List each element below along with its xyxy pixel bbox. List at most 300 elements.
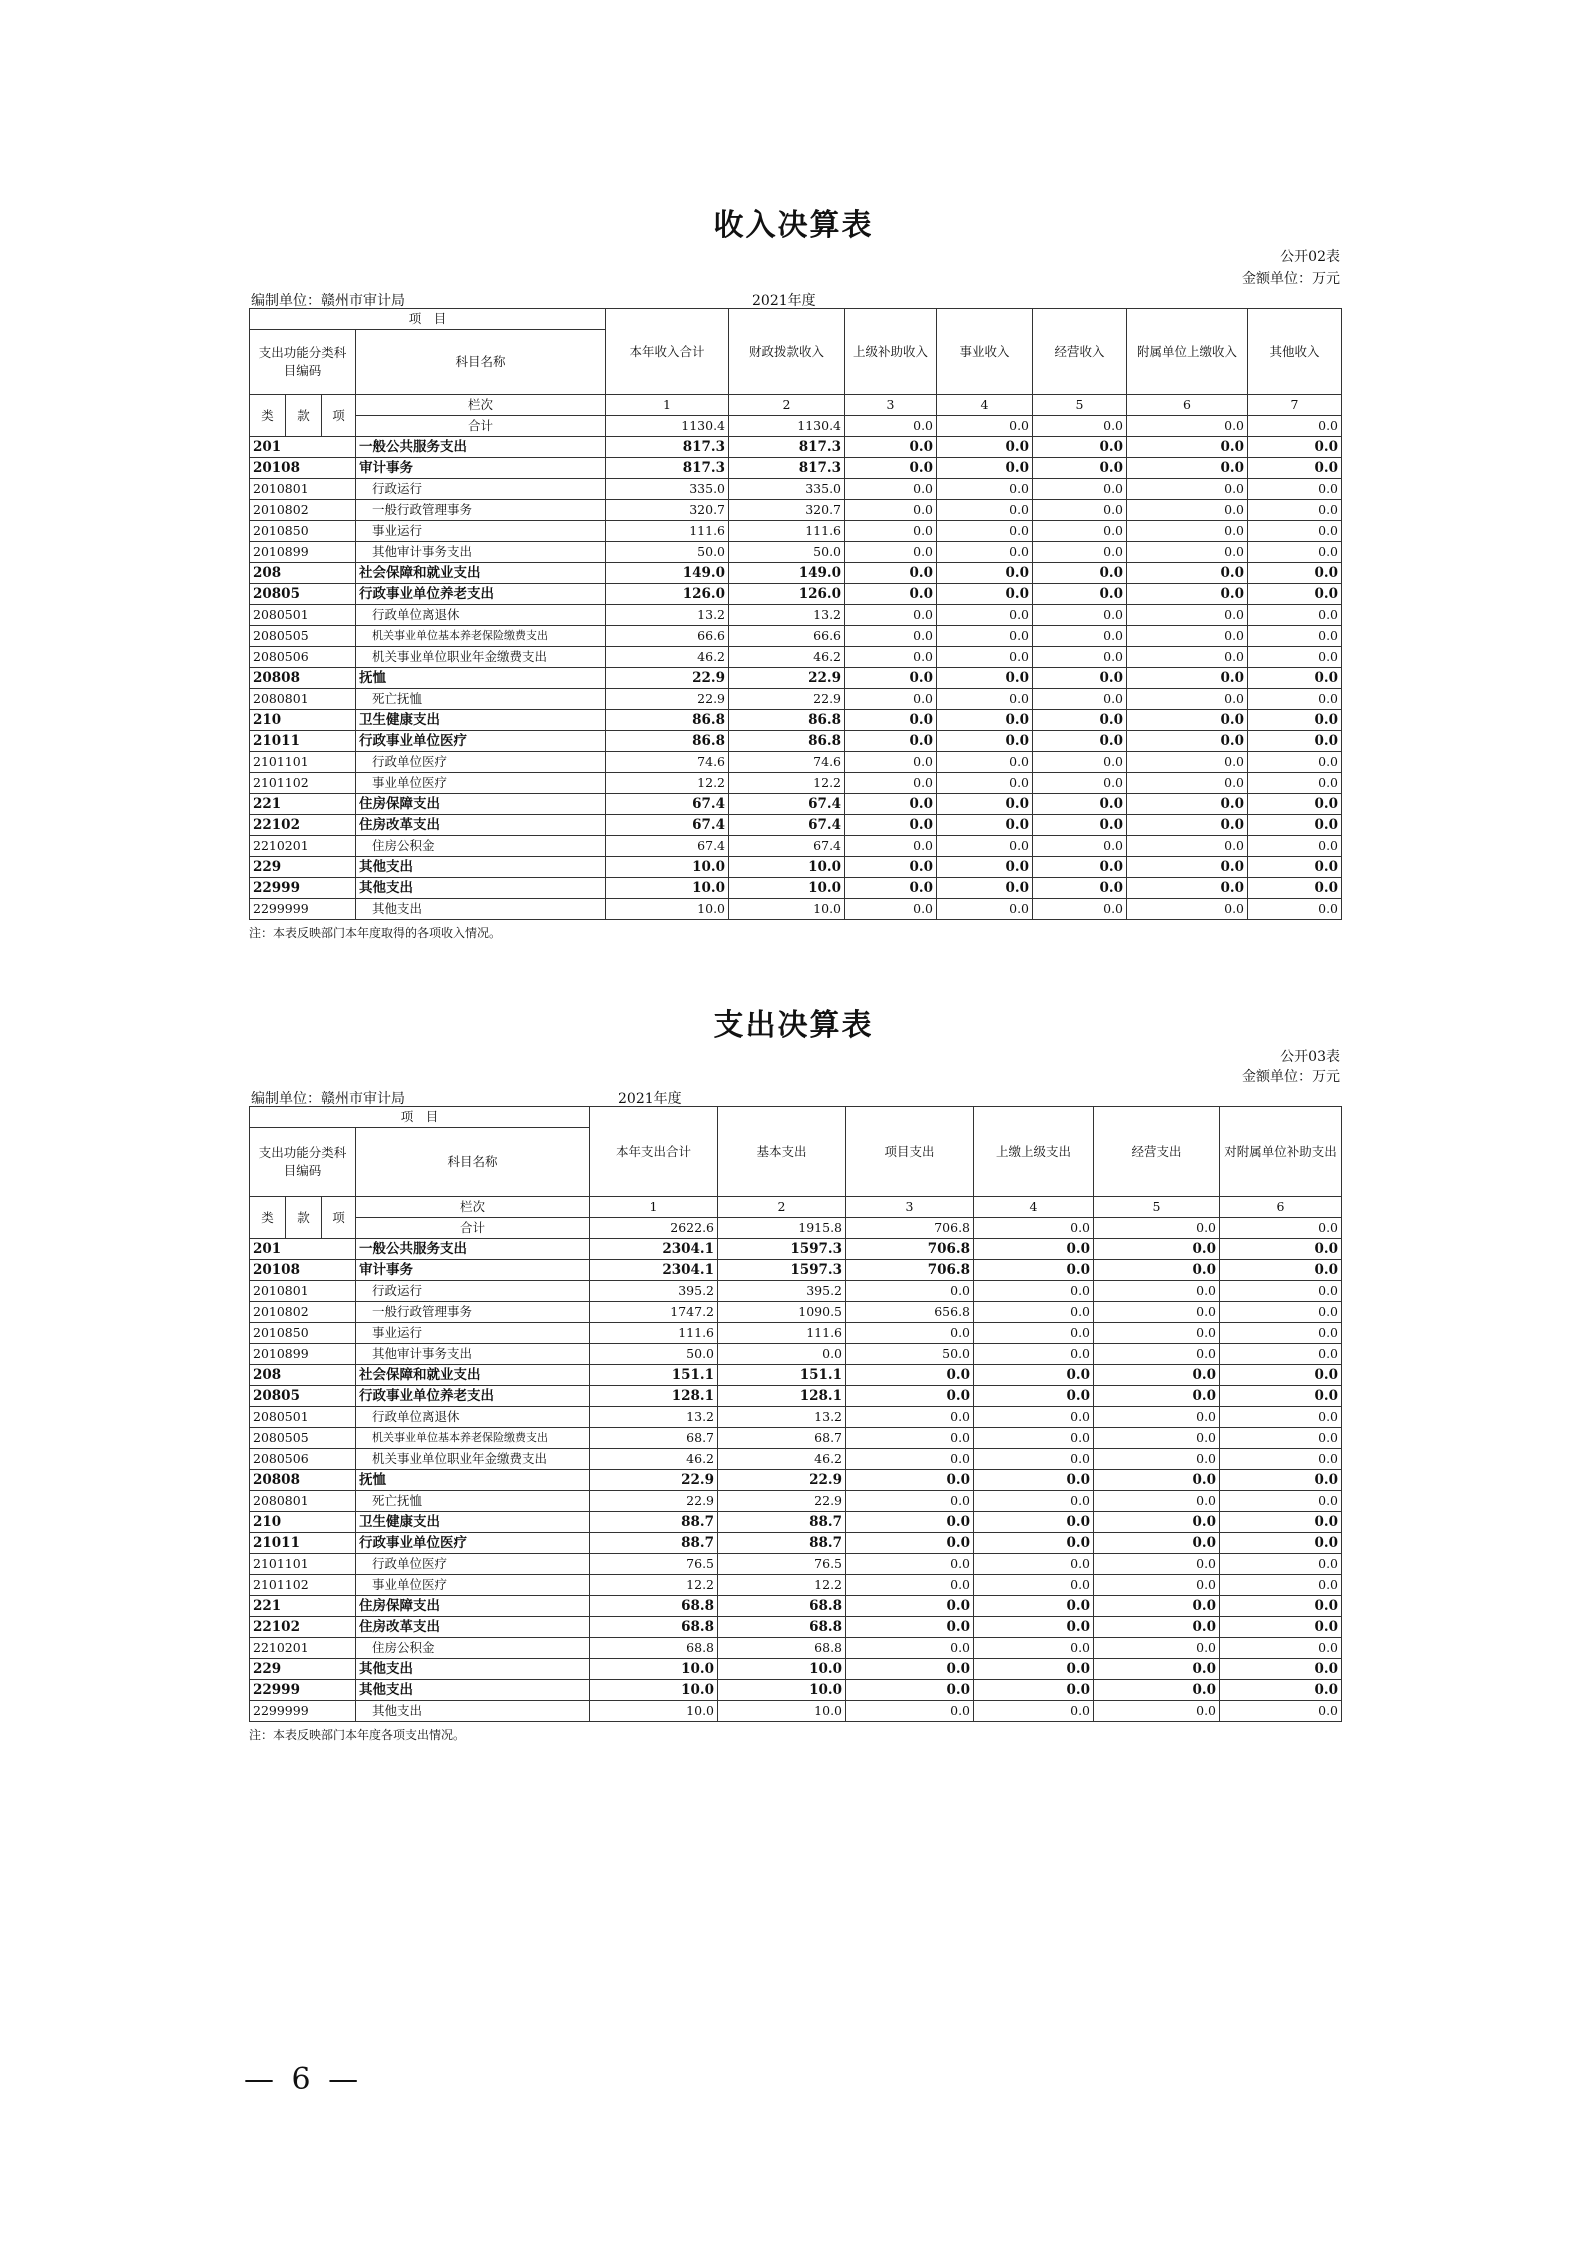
row-name: 一般行政管理事务 <box>356 500 606 521</box>
column-number: 4 <box>974 1197 1094 1218</box>
row-name: 机关事业单位职业年金缴费支出 <box>356 647 606 668</box>
column-number: 2 <box>729 395 845 416</box>
column-header: 事业收入 <box>937 309 1033 395</box>
row-value: 12.2 <box>729 773 845 794</box>
row-code: 2080801 <box>250 1491 356 1512</box>
row-value: 128.1 <box>718 1386 846 1407</box>
row-value: 0.0 <box>937 521 1033 542</box>
row-value: 86.8 <box>729 731 845 752</box>
row-name: 行政事业单位养老支出 <box>356 1386 590 1407</box>
table-row <box>250 1281 1342 1302</box>
row-value: 0.0 <box>974 1449 1094 1470</box>
row-value: 0.0 <box>845 563 937 584</box>
table-row <box>250 1533 1342 1554</box>
row-code: 208 <box>250 1365 356 1386</box>
row-value: 0.0 <box>1094 1239 1220 1260</box>
row-value: 0.0 <box>845 668 937 689</box>
row-value: 0.0 <box>1220 1449 1342 1470</box>
row-code: 221 <box>250 794 356 815</box>
row-value: 0.0 <box>1094 1428 1220 1449</box>
row-value: 0.0 <box>1127 437 1248 458</box>
row-value: 0.0 <box>1127 563 1248 584</box>
row-value: 0.0 <box>1248 605 1342 626</box>
income-org: 编制单位：赣州市审计局 <box>251 293 405 309</box>
row-value: 656.8 <box>846 1302 974 1323</box>
row-value: 0.0 <box>845 647 937 668</box>
table-row <box>250 1260 1342 1281</box>
row-value: 10.0 <box>606 899 729 920</box>
total-value: 1130.4 <box>606 416 729 437</box>
row-value: 128.1 <box>590 1386 718 1407</box>
table-row <box>250 1302 1342 1323</box>
column-number: 1 <box>590 1197 718 1218</box>
row-value: 0.0 <box>1220 1386 1342 1407</box>
row-value: 0.0 <box>974 1344 1094 1365</box>
row-value: 10.0 <box>729 857 845 878</box>
row-value: 0.0 <box>1220 1575 1342 1596</box>
row-value: 0.0 <box>1127 605 1248 626</box>
header-code: 支出功能分类科目编码 <box>250 330 356 395</box>
row-code: 2010801 <box>250 479 356 500</box>
column-header: 其他收入 <box>1248 309 1342 395</box>
row-value: 0.0 <box>1127 710 1248 731</box>
row-value: 0.0 <box>1248 878 1342 899</box>
row-value: 22.9 <box>606 668 729 689</box>
row-name: 卫生健康支出 <box>356 710 606 731</box>
row-value: 0.0 <box>1033 563 1127 584</box>
row-code: 20805 <box>250 1386 356 1407</box>
row-code: 210 <box>250 1512 356 1533</box>
row-value: 0.0 <box>1220 1260 1342 1281</box>
row-value: 0.0 <box>846 1701 974 1722</box>
total-value: 0.0 <box>974 1218 1094 1239</box>
table-row <box>250 458 1342 479</box>
row-code: 2080801 <box>250 689 356 710</box>
table-row <box>250 752 1342 773</box>
header-kuan: 款 <box>286 395 322 437</box>
row-value: 0.0 <box>937 773 1033 794</box>
table-row <box>250 542 1342 563</box>
row-value: 706.8 <box>846 1260 974 1281</box>
table-row <box>250 605 1342 626</box>
row-value: 0.0 <box>845 626 937 647</box>
row-value: 817.3 <box>606 458 729 479</box>
column-number: 7 <box>1248 395 1342 416</box>
row-name: 审计事务 <box>356 1260 590 1281</box>
row-value: 0.0 <box>1033 878 1127 899</box>
row-value: 0.0 <box>1033 773 1127 794</box>
row-value: 50.0 <box>729 542 845 563</box>
row-name: 住房公积金 <box>356 1638 590 1659</box>
row-code: 221 <box>250 1596 356 1617</box>
row-value: 0.0 <box>1094 1281 1220 1302</box>
row-value: 0.0 <box>1248 857 1342 878</box>
row-code: 2010802 <box>250 1302 356 1323</box>
row-value: 0.0 <box>845 731 937 752</box>
row-code: 20808 <box>250 1470 356 1491</box>
row-value: 0.0 <box>1033 857 1127 878</box>
row-value: 0.0 <box>1094 1659 1220 1680</box>
row-value: 0.0 <box>1248 668 1342 689</box>
table-row <box>250 794 1342 815</box>
header-project: 项 目 <box>250 309 606 330</box>
row-value: 0.0 <box>1127 794 1248 815</box>
row-value: 0.0 <box>1127 584 1248 605</box>
row-value: 111.6 <box>606 521 729 542</box>
row-value: 1597.3 <box>718 1239 846 1260</box>
column-header: 财政拨款收入 <box>729 309 845 395</box>
row-value: 0.0 <box>1094 1344 1220 1365</box>
row-value: 67.4 <box>606 836 729 857</box>
row-name: 其他审计事务支出 <box>356 1344 590 1365</box>
row-value: 67.4 <box>606 815 729 836</box>
table-row <box>250 1365 1342 1386</box>
row-value: 0.0 <box>937 815 1033 836</box>
row-value: 22.9 <box>606 689 729 710</box>
row-name: 住房保障支出 <box>356 1596 590 1617</box>
row-value: 0.0 <box>1033 437 1127 458</box>
row-value: 0.0 <box>1248 647 1342 668</box>
row-value: 0.0 <box>1033 605 1127 626</box>
row-value: 0.0 <box>846 1575 974 1596</box>
table-row <box>250 773 1342 794</box>
row-code: 20108 <box>250 458 356 479</box>
row-code: 22999 <box>250 1680 356 1701</box>
row-name: 其他支出 <box>356 1659 590 1680</box>
row-value: 0.0 <box>937 731 1033 752</box>
row-value: 22.9 <box>718 1470 846 1491</box>
row-value: 0.0 <box>1248 458 1342 479</box>
table-row <box>250 1554 1342 1575</box>
row-code: 2010850 <box>250 521 356 542</box>
row-value: 0.0 <box>1220 1344 1342 1365</box>
total-label: 合计 <box>356 1218 590 1239</box>
row-value: 0.0 <box>1094 1470 1220 1491</box>
row-value: 0.0 <box>846 1680 974 1701</box>
row-value: 68.7 <box>590 1428 718 1449</box>
row-name: 卫生健康支出 <box>356 1512 590 1533</box>
column-number: 6 <box>1127 395 1248 416</box>
table-row <box>250 1680 1342 1701</box>
table-row <box>250 584 1342 605</box>
row-name: 行政单位医疗 <box>356 752 606 773</box>
row-name: 机关事业单位职业年金缴费支出 <box>356 1449 590 1470</box>
row-value: 68.8 <box>590 1617 718 1638</box>
row-name: 一般行政管理事务 <box>356 1302 590 1323</box>
row-code: 22999 <box>250 878 356 899</box>
column-number: 1 <box>606 395 729 416</box>
row-value: 0.0 <box>845 710 937 731</box>
row-value: 0.0 <box>846 1281 974 1302</box>
row-value: 0.0 <box>974 1638 1094 1659</box>
expense-title: 支出决算表 <box>713 1008 874 1043</box>
row-value: 0.0 <box>1094 1575 1220 1596</box>
row-value: 0.0 <box>846 1386 974 1407</box>
total-value: 2622.6 <box>590 1218 718 1239</box>
row-code: 2080501 <box>250 605 356 626</box>
row-code: 2080506 <box>250 1449 356 1470</box>
expense-table-code: 公开03表 <box>1280 1049 1340 1065</box>
row-name: 事业运行 <box>356 1323 590 1344</box>
row-name: 其他审计事务支出 <box>356 542 606 563</box>
expense-org: 编制单位：赣州市审计局 <box>251 1091 405 1107</box>
row-value: 0.0 <box>1220 1428 1342 1449</box>
row-value: 0.0 <box>1094 1512 1220 1533</box>
row-value: 0.0 <box>845 857 937 878</box>
row-value: 0.0 <box>974 1239 1094 1260</box>
row-name: 一般公共服务支出 <box>356 1239 590 1260</box>
row-value: 0.0 <box>937 479 1033 500</box>
row-value: 74.6 <box>606 752 729 773</box>
row-name: 住房公积金 <box>356 836 606 857</box>
row-name: 行政事业单位医疗 <box>356 731 606 752</box>
row-value: 0.0 <box>937 836 1033 857</box>
table-row <box>250 1407 1342 1428</box>
row-value: 0.0 <box>974 1323 1094 1344</box>
row-name: 其他支出 <box>356 899 606 920</box>
row-value: 111.6 <box>718 1323 846 1344</box>
row-value: 0.0 <box>1033 584 1127 605</box>
row-value: 22.9 <box>590 1470 718 1491</box>
table-row <box>250 1239 1342 1260</box>
row-value: 0.0 <box>1220 1302 1342 1323</box>
row-value: 0.0 <box>1127 500 1248 521</box>
row-value: 0.0 <box>1220 1701 1342 1722</box>
row-value: 86.8 <box>606 710 729 731</box>
table-row <box>250 1575 1342 1596</box>
row-value: 0.0 <box>974 1260 1094 1281</box>
row-value: 0.0 <box>1127 731 1248 752</box>
row-value: 149.0 <box>606 563 729 584</box>
table-row <box>250 521 1342 542</box>
row-value: 1597.3 <box>718 1260 846 1281</box>
row-code: 2299999 <box>250 899 356 920</box>
row-value: 2304.1 <box>590 1239 718 1260</box>
row-value: 0.0 <box>1127 878 1248 899</box>
total-value: 0.0 <box>937 416 1033 437</box>
row-value: 0.0 <box>1094 1491 1220 1512</box>
row-value: 74.6 <box>729 752 845 773</box>
row-value: 0.0 <box>1127 668 1248 689</box>
row-value: 0.0 <box>937 563 1033 584</box>
row-value: 0.0 <box>1094 1638 1220 1659</box>
row-value: 0.0 <box>1033 836 1127 857</box>
row-value: 0.0 <box>845 479 937 500</box>
total-value: 0.0 <box>845 416 937 437</box>
row-code: 208 <box>250 563 356 584</box>
row-value: 0.0 <box>1248 899 1342 920</box>
header-lanci: 栏次 <box>356 1197 590 1218</box>
total-label: 合计 <box>356 416 606 437</box>
row-value: 22.9 <box>729 668 845 689</box>
row-value: 0.0 <box>974 1701 1094 1722</box>
row-name: 住房改革支出 <box>356 815 606 836</box>
column-number: 5 <box>1033 395 1127 416</box>
table-row <box>250 731 1342 752</box>
row-value: 0.0 <box>1094 1365 1220 1386</box>
row-name: 行政运行 <box>356 1281 590 1302</box>
income-table <box>249 308 1342 920</box>
row-value: 335.0 <box>606 479 729 500</box>
row-value: 0.0 <box>1094 1617 1220 1638</box>
header-lei: 类 <box>250 1197 286 1239</box>
row-value: 0.0 <box>974 1428 1094 1449</box>
table-row <box>250 500 1342 521</box>
row-code: 229 <box>250 857 356 878</box>
row-value: 151.1 <box>590 1365 718 1386</box>
row-value: 0.0 <box>937 437 1033 458</box>
row-value: 0.0 <box>1220 1638 1342 1659</box>
row-name: 住房改革支出 <box>356 1617 590 1638</box>
total-value: 0.0 <box>1094 1218 1220 1239</box>
row-value: 0.0 <box>1094 1449 1220 1470</box>
row-value: 13.2 <box>718 1407 846 1428</box>
row-value: 0.0 <box>1033 479 1127 500</box>
row-value: 0.0 <box>1248 731 1342 752</box>
income-table-code: 公开02表 <box>1280 249 1340 265</box>
row-code: 2010899 <box>250 542 356 563</box>
row-value: 0.0 <box>1094 1386 1220 1407</box>
row-code: 2101101 <box>250 1554 356 1575</box>
row-value: 0.0 <box>846 1533 974 1554</box>
row-code: 2010802 <box>250 500 356 521</box>
row-value: 0.0 <box>846 1365 974 1386</box>
row-value: 76.5 <box>590 1554 718 1575</box>
row-value: 0.0 <box>974 1680 1094 1701</box>
row-value: 0.0 <box>1248 689 1342 710</box>
row-code: 2010801 <box>250 1281 356 1302</box>
row-value: 0.0 <box>1127 899 1248 920</box>
row-value: 0.0 <box>1220 1365 1342 1386</box>
row-code: 229 <box>250 1659 356 1680</box>
row-code: 20108 <box>250 1260 356 1281</box>
row-value: 0.0 <box>846 1428 974 1449</box>
row-value: 395.2 <box>718 1281 846 1302</box>
row-value: 0.0 <box>1248 626 1342 647</box>
row-code: 201 <box>250 437 356 458</box>
header-code: 支出功能分类科目编码 <box>250 1128 356 1197</box>
table-row <box>250 1701 1342 1722</box>
row-value: 68.7 <box>718 1428 846 1449</box>
total-value: 0.0 <box>1127 416 1248 437</box>
row-value: 10.0 <box>590 1659 718 1680</box>
row-value: 10.0 <box>729 899 845 920</box>
row-value: 0.0 <box>937 584 1033 605</box>
row-value: 0.0 <box>1127 836 1248 857</box>
table-row <box>250 1617 1342 1638</box>
row-value: 0.0 <box>1127 647 1248 668</box>
row-value: 0.0 <box>1127 815 1248 836</box>
row-value: 50.0 <box>846 1344 974 1365</box>
row-name: 一般公共服务支出 <box>356 437 606 458</box>
column-header: 上缴上级支出 <box>974 1107 1094 1197</box>
row-value: 395.2 <box>590 1281 718 1302</box>
row-name: 机关事业单位基本养老保险缴费支出 <box>356 626 606 647</box>
row-value: 0.0 <box>1248 542 1342 563</box>
row-value: 0.0 <box>974 1533 1094 1554</box>
row-value: 10.0 <box>590 1680 718 1701</box>
column-header: 项目支出 <box>846 1107 974 1197</box>
row-code: 2210201 <box>250 836 356 857</box>
row-value: 0.0 <box>937 605 1033 626</box>
row-value: 0.0 <box>845 752 937 773</box>
row-code: 20805 <box>250 584 356 605</box>
row-value: 0.0 <box>845 815 937 836</box>
row-value: 0.0 <box>846 1512 974 1533</box>
table-row <box>250 836 1342 857</box>
row-value: 10.0 <box>606 857 729 878</box>
row-name: 社会保障和就业支出 <box>356 563 606 584</box>
row-value: 0.0 <box>845 878 937 899</box>
row-value: 0.0 <box>974 1302 1094 1323</box>
row-value: 0.0 <box>845 794 937 815</box>
header-kuan: 款 <box>286 1197 322 1239</box>
row-value: 22.9 <box>718 1491 846 1512</box>
row-value: 0.0 <box>1248 794 1342 815</box>
total-value: 0.0 <box>1220 1218 1342 1239</box>
column-header: 上级补助收入 <box>845 309 937 395</box>
header-name: 科目名称 <box>356 1128 590 1197</box>
row-value: 13.2 <box>729 605 845 626</box>
table-row <box>250 1659 1342 1680</box>
row-value: 335.0 <box>729 479 845 500</box>
income-title: 收入决算表 <box>713 208 874 243</box>
page-number: — 6 — <box>244 2062 363 2097</box>
row-value: 0.0 <box>1220 1470 1342 1491</box>
row-name: 机关事业单位基本养老保险缴费支出 <box>356 1428 590 1449</box>
row-name: 行政运行 <box>356 479 606 500</box>
row-value: 706.8 <box>846 1239 974 1260</box>
table-row <box>250 1491 1342 1512</box>
total-value: 0.0 <box>1033 416 1127 437</box>
row-value: 66.6 <box>729 626 845 647</box>
row-name: 社会保障和就业支出 <box>356 1365 590 1386</box>
row-value: 0.0 <box>937 710 1033 731</box>
row-value: 0.0 <box>1094 1407 1220 1428</box>
row-value: 0.0 <box>846 1491 974 1512</box>
table-row <box>250 563 1342 584</box>
table-row <box>250 626 1342 647</box>
row-value: 76.5 <box>718 1554 846 1575</box>
row-value: 0.0 <box>974 1512 1094 1533</box>
column-header: 本年支出合计 <box>590 1107 718 1197</box>
row-value: 0.0 <box>1033 815 1127 836</box>
row-code: 22102 <box>250 1617 356 1638</box>
row-value: 0.0 <box>1248 815 1342 836</box>
row-value: 22.9 <box>729 689 845 710</box>
row-name: 审计事务 <box>356 458 606 479</box>
total-value: 1130.4 <box>729 416 845 437</box>
row-value: 88.7 <box>718 1533 846 1554</box>
row-code: 2101102 <box>250 773 356 794</box>
row-name: 事业单位医疗 <box>356 1575 590 1596</box>
column-number: 3 <box>846 1197 974 1218</box>
column-header: 基本支出 <box>718 1107 846 1197</box>
row-value: 10.0 <box>718 1680 846 1701</box>
row-code: 20808 <box>250 668 356 689</box>
row-value: 0.0 <box>1220 1533 1342 1554</box>
table-row <box>250 1470 1342 1491</box>
row-value: 0.0 <box>845 500 937 521</box>
expense-year: 2021年度 <box>618 1091 682 1107</box>
row-value: 0.0 <box>974 1407 1094 1428</box>
row-value: 0.0 <box>846 1407 974 1428</box>
row-value: 0.0 <box>845 689 937 710</box>
row-value: 0.0 <box>974 1470 1094 1491</box>
row-value: 0.0 <box>1033 647 1127 668</box>
column-number: 5 <box>1094 1197 1220 1218</box>
row-value: 0.0 <box>974 1575 1094 1596</box>
